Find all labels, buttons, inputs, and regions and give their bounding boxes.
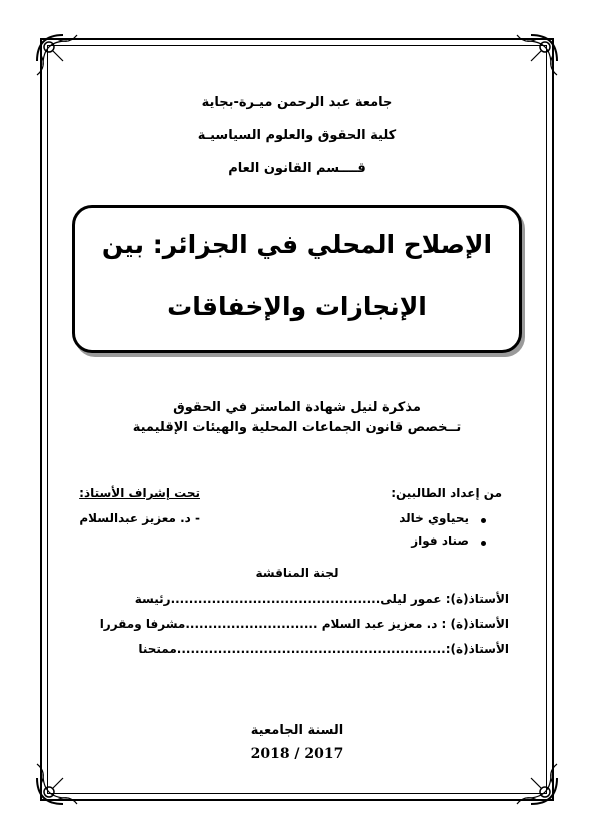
supervisor-heading: تحت إشراف الأستاذ: [79, 486, 200, 500]
corner-ornament-icon [501, 31, 561, 91]
specialty-line: تــخصص قانون الجماعات المحلية والهيئات الإقليمية [132, 420, 462, 435]
committee-member: الأستاذ(ة) : د. معزيز عبد السلام .............................مشرفا ومقررا [99, 617, 509, 631]
degree-line: مذكرة لنيل شهادة الماستر في الحقوق [173, 400, 421, 415]
thesis-title-line2: الإنجازات والإخفاقات [167, 292, 427, 321]
university-name: جامعة عبد الرحمن ميـرة-بجاية [201, 95, 393, 110]
student-name: يحياوي خالد [399, 511, 469, 525]
academic-year-label: السنة الجامعية [250, 723, 344, 738]
students-heading: من إعداد الطالبين: [391, 486, 502, 500]
supervisor-name: - د. معزيز عبدالسلام [79, 511, 200, 525]
department-name: قــــسم القانون العام [228, 161, 366, 176]
thesis-title-line1: الإصلاح المحلي في الجزائر: بين [101, 230, 493, 259]
bullet-icon [481, 518, 486, 523]
bullet-icon [481, 541, 486, 546]
committee-member: الأستاذ(ة):...........................................................ممتحنا [138, 642, 509, 656]
committee-heading: لجنة المناقشة [255, 566, 339, 580]
committee-member: الأستاذ(ة): عمور ليلى..............................................رئيسة [134, 592, 509, 606]
title-box [72, 205, 522, 353]
faculty-name: كلية الحقوق والعلوم السياسيـة [197, 128, 397, 143]
corner-ornament-icon [33, 31, 93, 91]
academic-year-value: 2018 / 2017 [250, 746, 344, 762]
student-name: صناد فواز [411, 534, 469, 548]
